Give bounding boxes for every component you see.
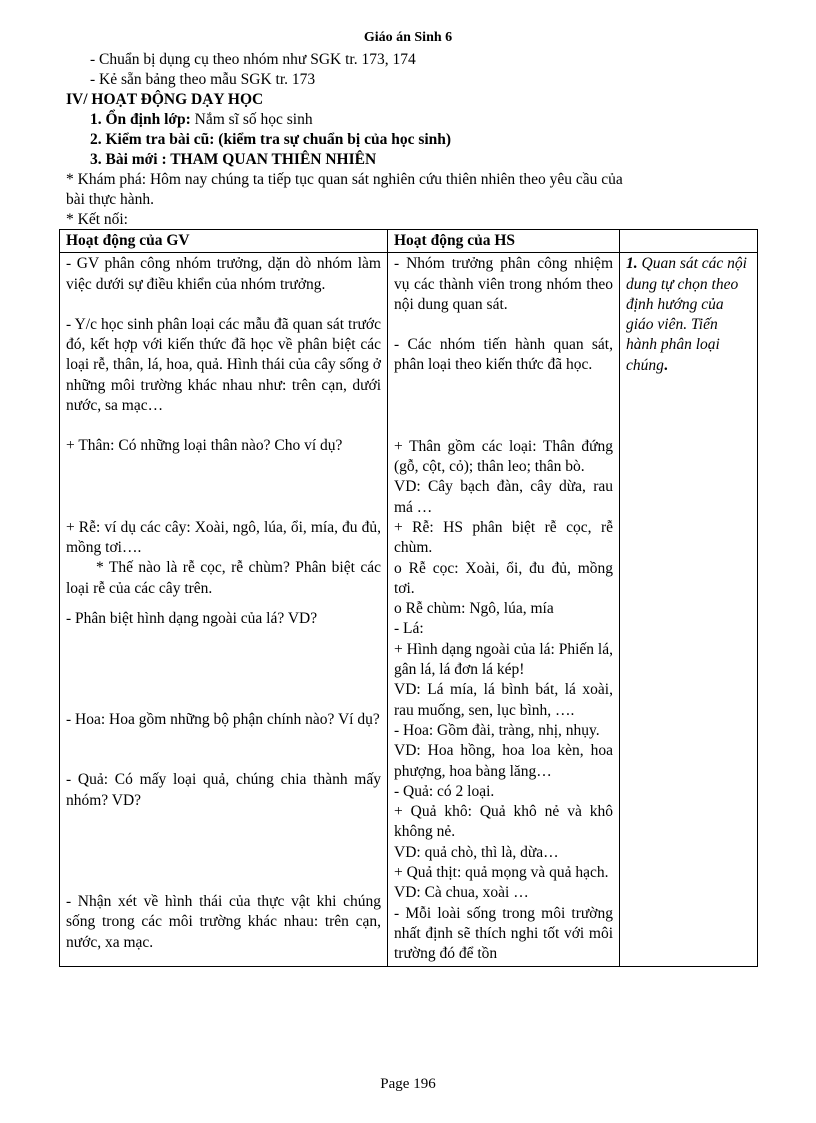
hs-item: VD: Cây bạch đàn, cây dừa, rau má … [394,478,613,516]
gv-item: - Quả: Có mấy loại quả, chúng chia thành mấy nhóm? VD? [66,771,381,809]
ket-noi: * Kết nối: [66,211,128,228]
hs-item: + Thân gồm các loại: Thân đứng (gỗ, cột, cỏ); thân leo; thân bò. [394,437,613,476]
hs-item: + Quả khô: Quả khô nẻ và khô không nẻ. [394,803,613,841]
hs-item: - Hoa: Gồm đài, tràng, nhị, nhụy. [394,721,600,739]
hs-item: - Nhóm trưởng phân công nhiệm vụ các thành viên trong nhóm theo nội dung quan sát. [394,255,613,313]
gv-item: * Thế nào là rễ cọc, rễ chùm? Phân biệt các loại rễ của các cây trên. [66,559,381,597]
hs-item: VD: Cà chua, xoài … [394,884,529,902]
header-hs: Hoạt động của HS [388,230,620,253]
hs-item: VD: Lá mía, lá bình bát, lá xoài, rau muống, sen, lục bình, …. [394,681,613,719]
step-2 [90,130,451,150]
hs-item: - Mỗi loài sống trong môi trường nhất định sẽ thích nghi tốt với môi trường đó để tồn [394,904,613,963]
gv-item: - Phân biệt hình dạng ngoài của lá? VD? [66,609,318,627]
note-column [620,253,758,966]
step-3-text: : THAM QUAN THIÊN NHIÊN [157,151,377,168]
hs-item: VD: Hoa hồng, hoa loa kèn, hoa phượng, hoa bàng lăng… [394,742,613,780]
step-2-label: 2. Kiểm tra bài cũ: (kiểm tra sự chuẩn bị của học sinh) [90,131,452,148]
step-1 [90,110,313,130]
hs-item: VD: quả chò, thì là, dừa… [394,843,559,861]
gv-item: - Hoa: Hoa gồm những bộ phận chính nào? Ví dụ? [66,711,380,729]
kham-pha-line-1: * Khám phá: Hôm nay chúng ta tiếp tục quan sát nghiên cứu thiên nhiên theo yêu cầu của [66,171,623,188]
gv-column [60,253,388,966]
hs-column [388,253,620,966]
header-note [620,230,758,253]
prep-line-2: - Kẻ sẵn bảng theo mẫu SGK tr. 173 [90,71,316,88]
hs-item: o Rễ chùm: Ngô, lúa, mía [394,600,554,618]
gv-item: + Rễ: ví dụ các cây: Xoài, ngô, lúa, ổi, mía, đu đủ, mồng tơi…. [66,518,381,556]
hs-item: o Rễ cọc: Xoài, ổi, đu đủ, mồng tơi. [394,559,613,597]
step-3-label: 3. Bài mới [90,151,158,168]
page-footer: Page 196 [380,1076,436,1092]
section-title: IV/ HOẠT ĐỘNG DẠY HỌC [66,91,264,108]
hs-item: - Lá: [394,620,424,638]
hs-item: + Hình dạng ngoài của lá: Phiến lá, gân lá, lá đơn lá kép! [394,640,613,679]
step-1-label: 1. Ổn định lớp: [90,111,191,128]
step-3 [90,150,376,170]
prep-line-1: - Chuẩn bị dụng cụ theo nhóm như SGK tr. 173, 174 [90,51,416,68]
gv-item: - Nhận xét về hình thái của thực vật khi chúng sống trong các môi trường khác nhau: trên cạn, nước, xa mạc. [66,893,381,951]
hs-item: + Quả thịt: quả mọng và quả hạch. [394,864,609,882]
hs-item: - Các nhóm tiến hành quan sát, phân loại theo kiến thức đã học. [394,336,613,374]
note-number: 1. [626,255,638,273]
page-header: Giáo án Sinh 6 [363,30,453,45]
gv-item: + Thân: Có những loại thân nào? Cho ví dụ? [66,437,343,455]
note-text: Quan sát các nội dung tự chọn theo định hướng của giáo viên. Tiến hành phân loại chúng [626,255,747,374]
hs-item: + Rễ: HS phân biệt rễ cọc, rễ chùm. [394,518,613,557]
table-header-row [60,230,758,253]
activity-table [59,229,758,967]
table-row [60,253,758,966]
hs-item: - Quả: có 2 loại. [394,782,495,800]
gv-item: - GV phân công nhóm trưởng, dặn dò nhóm làm việc dưới sự điều khiển của nhóm trưởng. [66,255,381,293]
header-gv: Hoạt động của GV [60,230,388,253]
kham-pha-line-2: bài thực hành. [66,191,155,208]
step-1-text: Nắm sĩ số học sinh [190,111,313,128]
gv-item: - Y/c học sinh phân loại các mẫu đã quan sát trước đó, kết hợp với kiến thức đã học về phân biệt các loại rễ, thân, lá, hoa, quả. Hình thái của cây sống ở những môi trường khác nhau như: trên cạn, dưới nước, sa mạc… [66,315,381,415]
note-end: . [663,356,668,374]
